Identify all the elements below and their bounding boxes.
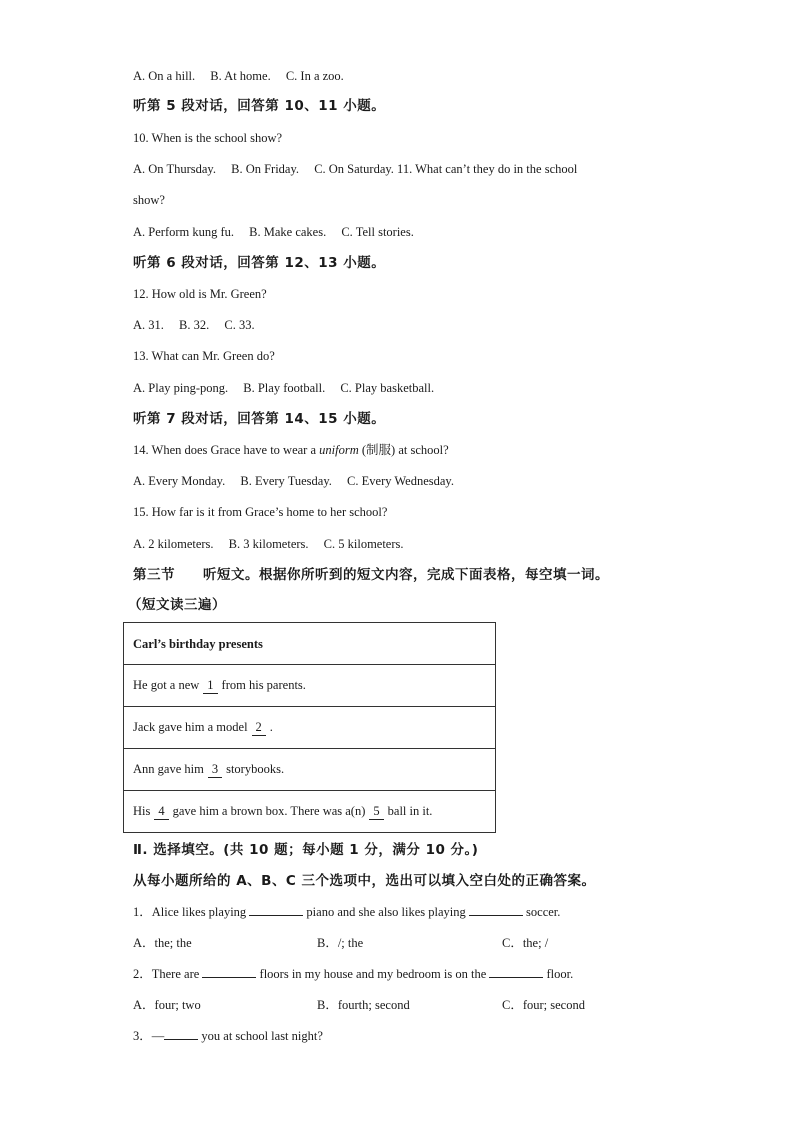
table-row: His 4 gave him a brown box. There was a(n) 5 ball in it. [124, 791, 496, 833]
mc-question-2: 2．There are floors in my house and my bedroom is on the floor. [133, 967, 574, 981]
section5-heading: 听第 5 段对话，回答第 10、11 小题。 [133, 98, 386, 114]
q15-options [133, 536, 404, 552]
option-b: B. Play football. [243, 381, 326, 395]
answer-blank[interactable]: 5 [369, 803, 383, 820]
option-a: A. 31. [133, 318, 164, 332]
table-row [124, 623, 496, 665]
option-c: C. Every Wednesday. [347, 474, 454, 488]
option-a: A. On a hill. [133, 69, 196, 83]
part2-heading: Ⅱ. 选择填空。(共 10 题；每小题 1 分，满分 10 分。) [133, 842, 479, 858]
mc2-option-b: B．fourth; second [317, 998, 410, 1012]
question-14: 14. When does Grace have to wear a uniform (制服) at school? [133, 443, 449, 457]
section7-heading: 听第 7 段对话，回答第 14、15 小题。 [133, 411, 386, 427]
answer-blank[interactable]: 3 [208, 761, 222, 778]
answer-blank[interactable]: 4 [154, 803, 168, 820]
option-b: B. 3 kilometers. [228, 537, 309, 551]
birthday-presents-table [123, 622, 496, 833]
mc2-option-c: C．four; second [502, 998, 585, 1012]
option-b: B. At home. [210, 69, 271, 83]
option-c: C. Play basketball. [340, 381, 435, 395]
answer-blank[interactable] [164, 1039, 198, 1040]
mc2-option-a: A．four; two [133, 998, 201, 1012]
option-b: B. 32. [179, 318, 210, 332]
part3-subheading: （短文读三遍） [128, 597, 226, 613]
option-c: C. Tell stories. [341, 225, 414, 239]
option-c: C. 5 kilometers. [323, 537, 404, 551]
question-13: 13. What can Mr. Green do? [133, 349, 275, 363]
option-c-and-question-11: C. On Saturday. 11. What can’t they do in the school [314, 162, 578, 176]
part3-heading: 第三节 听短文。根据你所听到的短文内容，完成下面表格，每空填一词。 [133, 567, 609, 583]
option-c: C. 33. [224, 318, 255, 332]
question-10: 10. When is the school show? [133, 131, 283, 145]
option-c: C. In a zoo. [285, 69, 344, 83]
q14-options [133, 473, 454, 489]
answer-blank[interactable] [469, 915, 523, 916]
mc1-option-b: B．/; the [317, 936, 364, 950]
mc1-option-c: C．the; / [502, 936, 549, 950]
table-title: Carl’s birthday presents [124, 623, 496, 665]
mc-question-3: 3．— you at school last night? [133, 1029, 323, 1043]
option-a: A. Every Monday. [133, 474, 226, 488]
option-b: B. Make cakes. [249, 225, 327, 239]
option-b: B. On Friday. [231, 162, 300, 176]
answer-blank[interactable] [489, 977, 543, 978]
q13-options [133, 380, 434, 396]
answer-blank[interactable] [202, 977, 256, 978]
question-11-cont: show? [133, 193, 165, 207]
q10-options [133, 161, 577, 177]
option-a: A. On Thursday. [133, 162, 216, 176]
option-a: A. 2 kilometers. [133, 537, 214, 551]
section6-heading: 听第 6 段对话，回答第 12、13 小题。 [133, 255, 386, 271]
mc1-option-a: A．the; the [133, 936, 192, 950]
table-row: He got a new 1 from his parents. [124, 665, 496, 707]
part2-instructions: 从每小题所给的 A、B、C 三个选项中，选出可以填入空白处的正确答案。 [133, 873, 596, 889]
answer-blank[interactable]: 1 [203, 677, 217, 694]
option-b: B. Every Tuesday. [240, 474, 332, 488]
table-row: Jack gave him a model 2 . [124, 707, 496, 749]
option-a: A. Play ping-pong. [133, 381, 229, 395]
q9-options [133, 68, 344, 84]
table-row: Ann gave him 3 storybooks. [124, 749, 496, 791]
mc-question-1: 1．Alice likes playing piano and she also likes playing soccer. [133, 905, 561, 919]
question-12: 12. How old is Mr. Green? [133, 287, 267, 301]
q12-options [133, 317, 255, 333]
q11-options [133, 224, 414, 240]
option-a: A. Perform kung fu. [133, 225, 235, 239]
answer-blank[interactable] [249, 915, 303, 916]
question-15: 15. How far is it from Grace’s home to her school? [133, 505, 388, 519]
answer-blank[interactable]: 2 [252, 719, 266, 736]
